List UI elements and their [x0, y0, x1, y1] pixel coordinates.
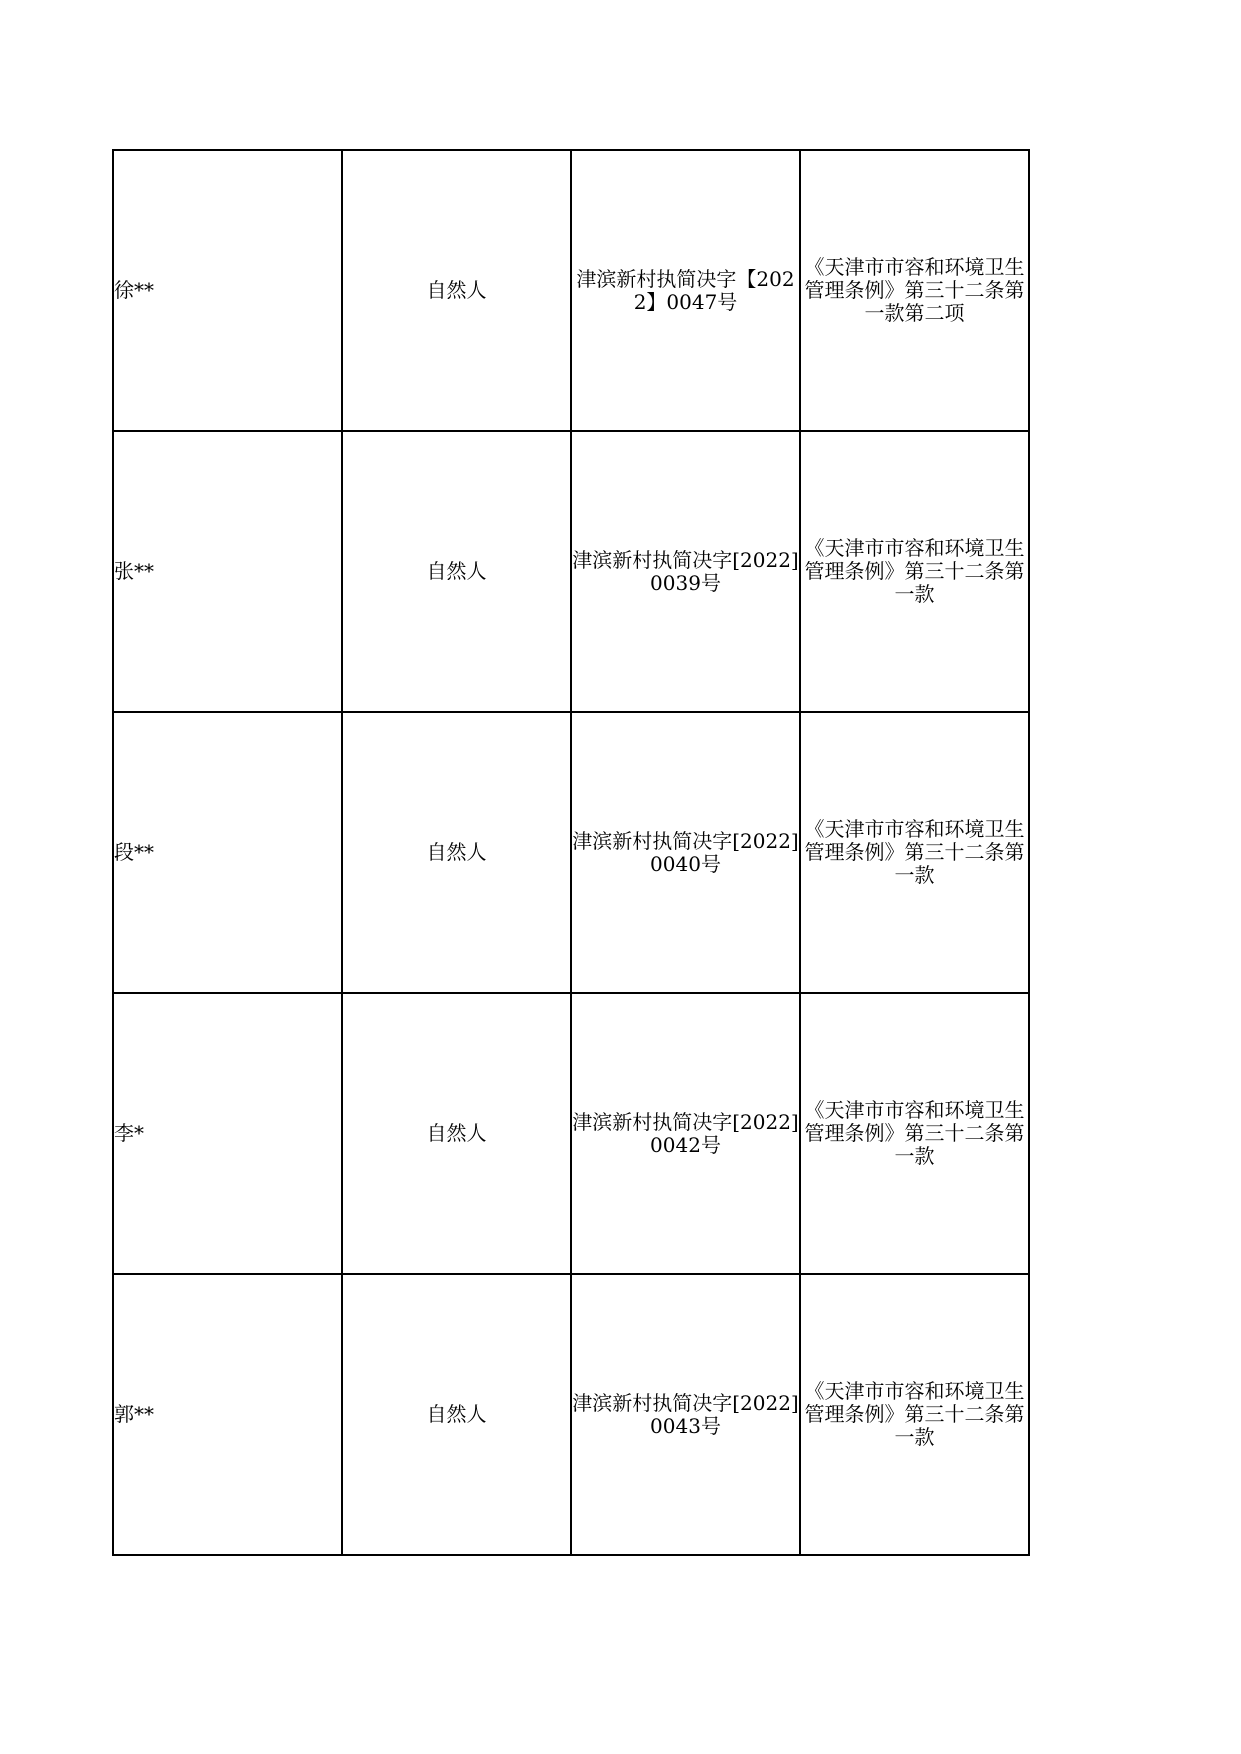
party-type: 自然人	[426, 840, 487, 864]
party-name: 郭**	[114, 1402, 154, 1426]
legal-basis: 《天津市市容和环境卫生管理条例》第三十二条第一款	[804, 1379, 1025, 1449]
legal-basis: 《天津市市容和环境卫生管理条例》第三十二条第一款	[804, 1098, 1025, 1168]
party-type-cell	[342, 150, 571, 431]
party-name-cell	[113, 1274, 342, 1555]
party-type: 自然人	[426, 278, 487, 302]
table-row	[113, 712, 1029, 993]
party-type: 自然人	[426, 1121, 487, 1145]
decision-number-cell	[571, 150, 800, 431]
legal-basis: 《天津市市容和环境卫生管理条例》第三十二条第一款	[804, 817, 1025, 887]
decision-number: 津滨新村执简决字[2022]0043号	[572, 1390, 799, 1438]
party-type-cell	[342, 993, 571, 1274]
party-name-cell	[113, 150, 342, 431]
legal-basis: 《天津市市容和环境卫生管理条例》第三十二条第一款第二项	[804, 255, 1025, 325]
legal-basis-cell	[800, 1274, 1029, 1555]
decision-number: 津滨新村执简决字[2022]0040号	[572, 828, 799, 876]
party-name-cell	[113, 712, 342, 993]
party-type-cell	[342, 712, 571, 993]
penalty-records-table	[112, 149, 1030, 1556]
party-name: 李*	[114, 1121, 144, 1145]
party-name: 段**	[114, 840, 154, 864]
decision-number: 津滨新村执简决字[2022]0042号	[572, 1109, 799, 1157]
table-row	[113, 431, 1029, 712]
decision-number: 津滨新村执简决字[2022]0039号	[572, 547, 799, 595]
decision-number: 津滨新村执简决字【2022】0047号	[576, 266, 795, 314]
decision-number-cell	[571, 1274, 800, 1555]
table-row	[113, 993, 1029, 1274]
table-row	[113, 1274, 1029, 1555]
decision-number-cell	[571, 993, 800, 1274]
party-name-cell	[113, 993, 342, 1274]
legal-basis-cell	[800, 993, 1029, 1274]
table-row	[113, 150, 1029, 431]
party-type: 自然人	[426, 559, 487, 583]
legal-basis: 《天津市市容和环境卫生管理条例》第三十二条第一款	[804, 536, 1025, 606]
decision-number-cell	[571, 431, 800, 712]
party-name-cell	[113, 431, 342, 712]
party-name: 张**	[114, 559, 154, 583]
legal-basis-cell	[800, 150, 1029, 431]
legal-basis-cell	[800, 431, 1029, 712]
decision-number-cell	[571, 712, 800, 993]
party-type-cell	[342, 431, 571, 712]
party-type-cell	[342, 1274, 571, 1555]
party-type: 自然人	[426, 1402, 487, 1426]
legal-basis-cell	[800, 712, 1029, 993]
party-name: 徐**	[114, 278, 154, 302]
